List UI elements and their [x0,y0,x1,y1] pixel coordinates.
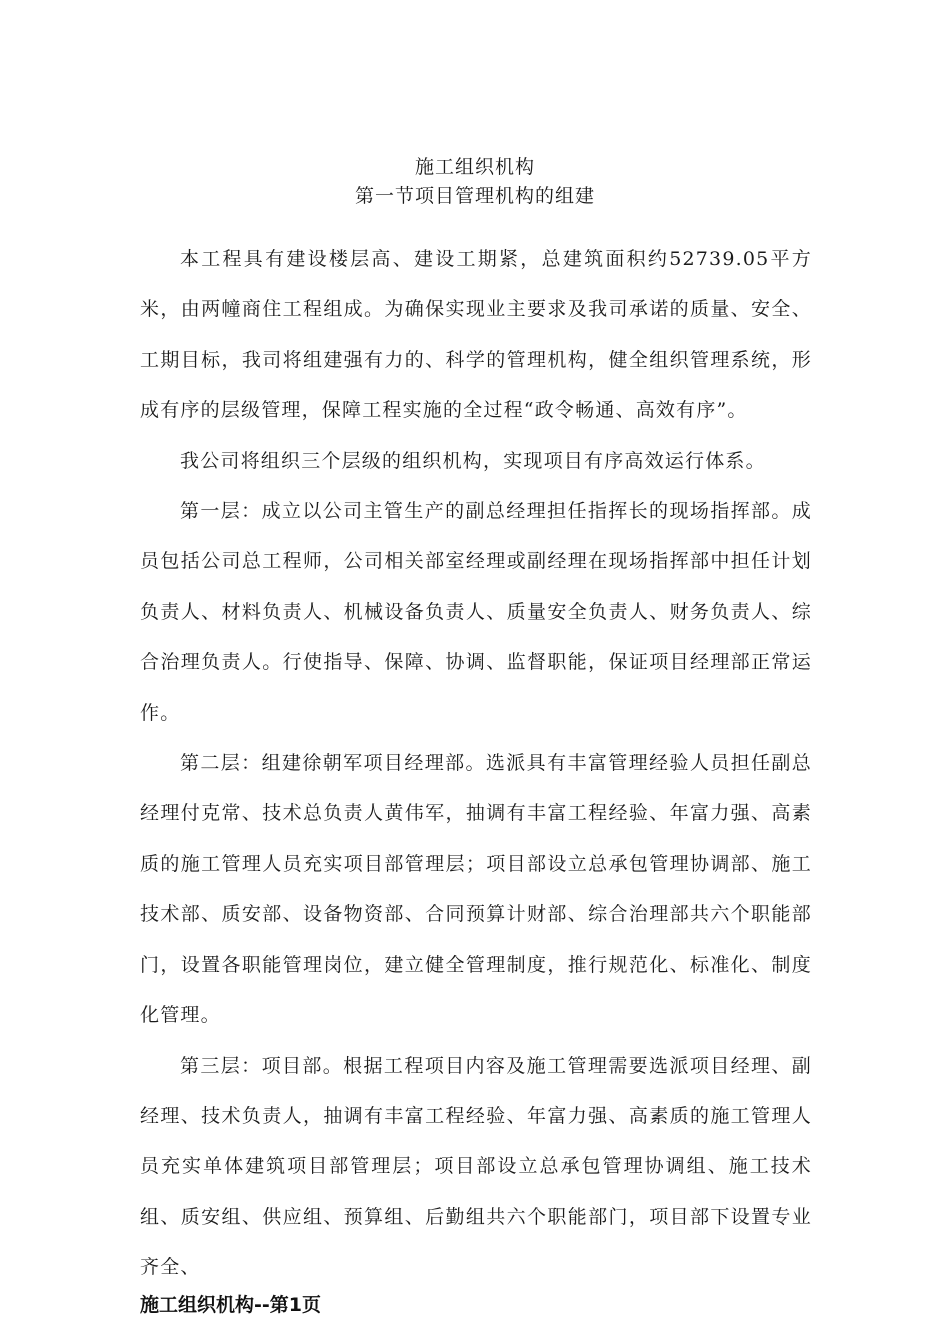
section-heading: 第一节项目管理机构的组建 [354,185,595,207]
document-body [140,234,812,1293]
paragraph-intro-levels: 我公司将组织三个层级的组织机构，实现项目有序高效运行体系。 [180,449,766,472]
document-title: 施工组织机构 [414,156,535,178]
paragraph-level-one: 第一层：成立以公司主管生产的副总经理担任指挥长的现场指挥部。成员包括公司总工程师，公司相关部室经理或副经理在现场指挥部中担任计划负责人、材料负责人、机械设备负责人、质量安全负责人、财务负责人、综合治理负责人。行使指导、保障、协调、监督职能，保证项目经理部正常运作。 [140,500,812,724]
paragraph-overview: 本工程具有建设楼层高、建设工期紧，总建筑面积约52739.05平方米，由两幢商住工程组成。为确保实现业主要求及我司承诺的质量、安全、工期目标，我司将组建强有力的、科学的管理机构，健全组织管理系统，形成有序的层级管理，保障工程实施的全过程“政令畅通、高效有序”。 [140,248,812,422]
paragraph-level-two: 第二层：组建徐朝军项目经理部。选派具有丰富管理经验人员担任副总经理付克常、技术总负责人黄伟军，抽调有丰富工程经验、年富力强、高素质的施工管理人员充实项目部管理层；项目部设立总承包管理协调部、施工技术部、质安部、设备物资部、合同预算计财部、综合治理部共六个职能部门，设置各职能管理岗位，建立健全管理制度，推行规范化、标准化、制度化管理。 [140,752,812,1027]
paragraph-level-three: 第三层：项目部。根据工程项目内容及施工管理需要选派项目经理、副经理、技术负责人，抽调有丰富工程经验、年富力强、高素质的施工管理人员充实单体建筑项目部管理层；项目部设立总承包管理协调组、施工技术组、质安组、供应组、预算组、后勤组共六个职能部门，项目部下设置专业齐全、 [140,1054,812,1279]
page-footer: 施工组织机构--第1页 [140,1294,321,1316]
